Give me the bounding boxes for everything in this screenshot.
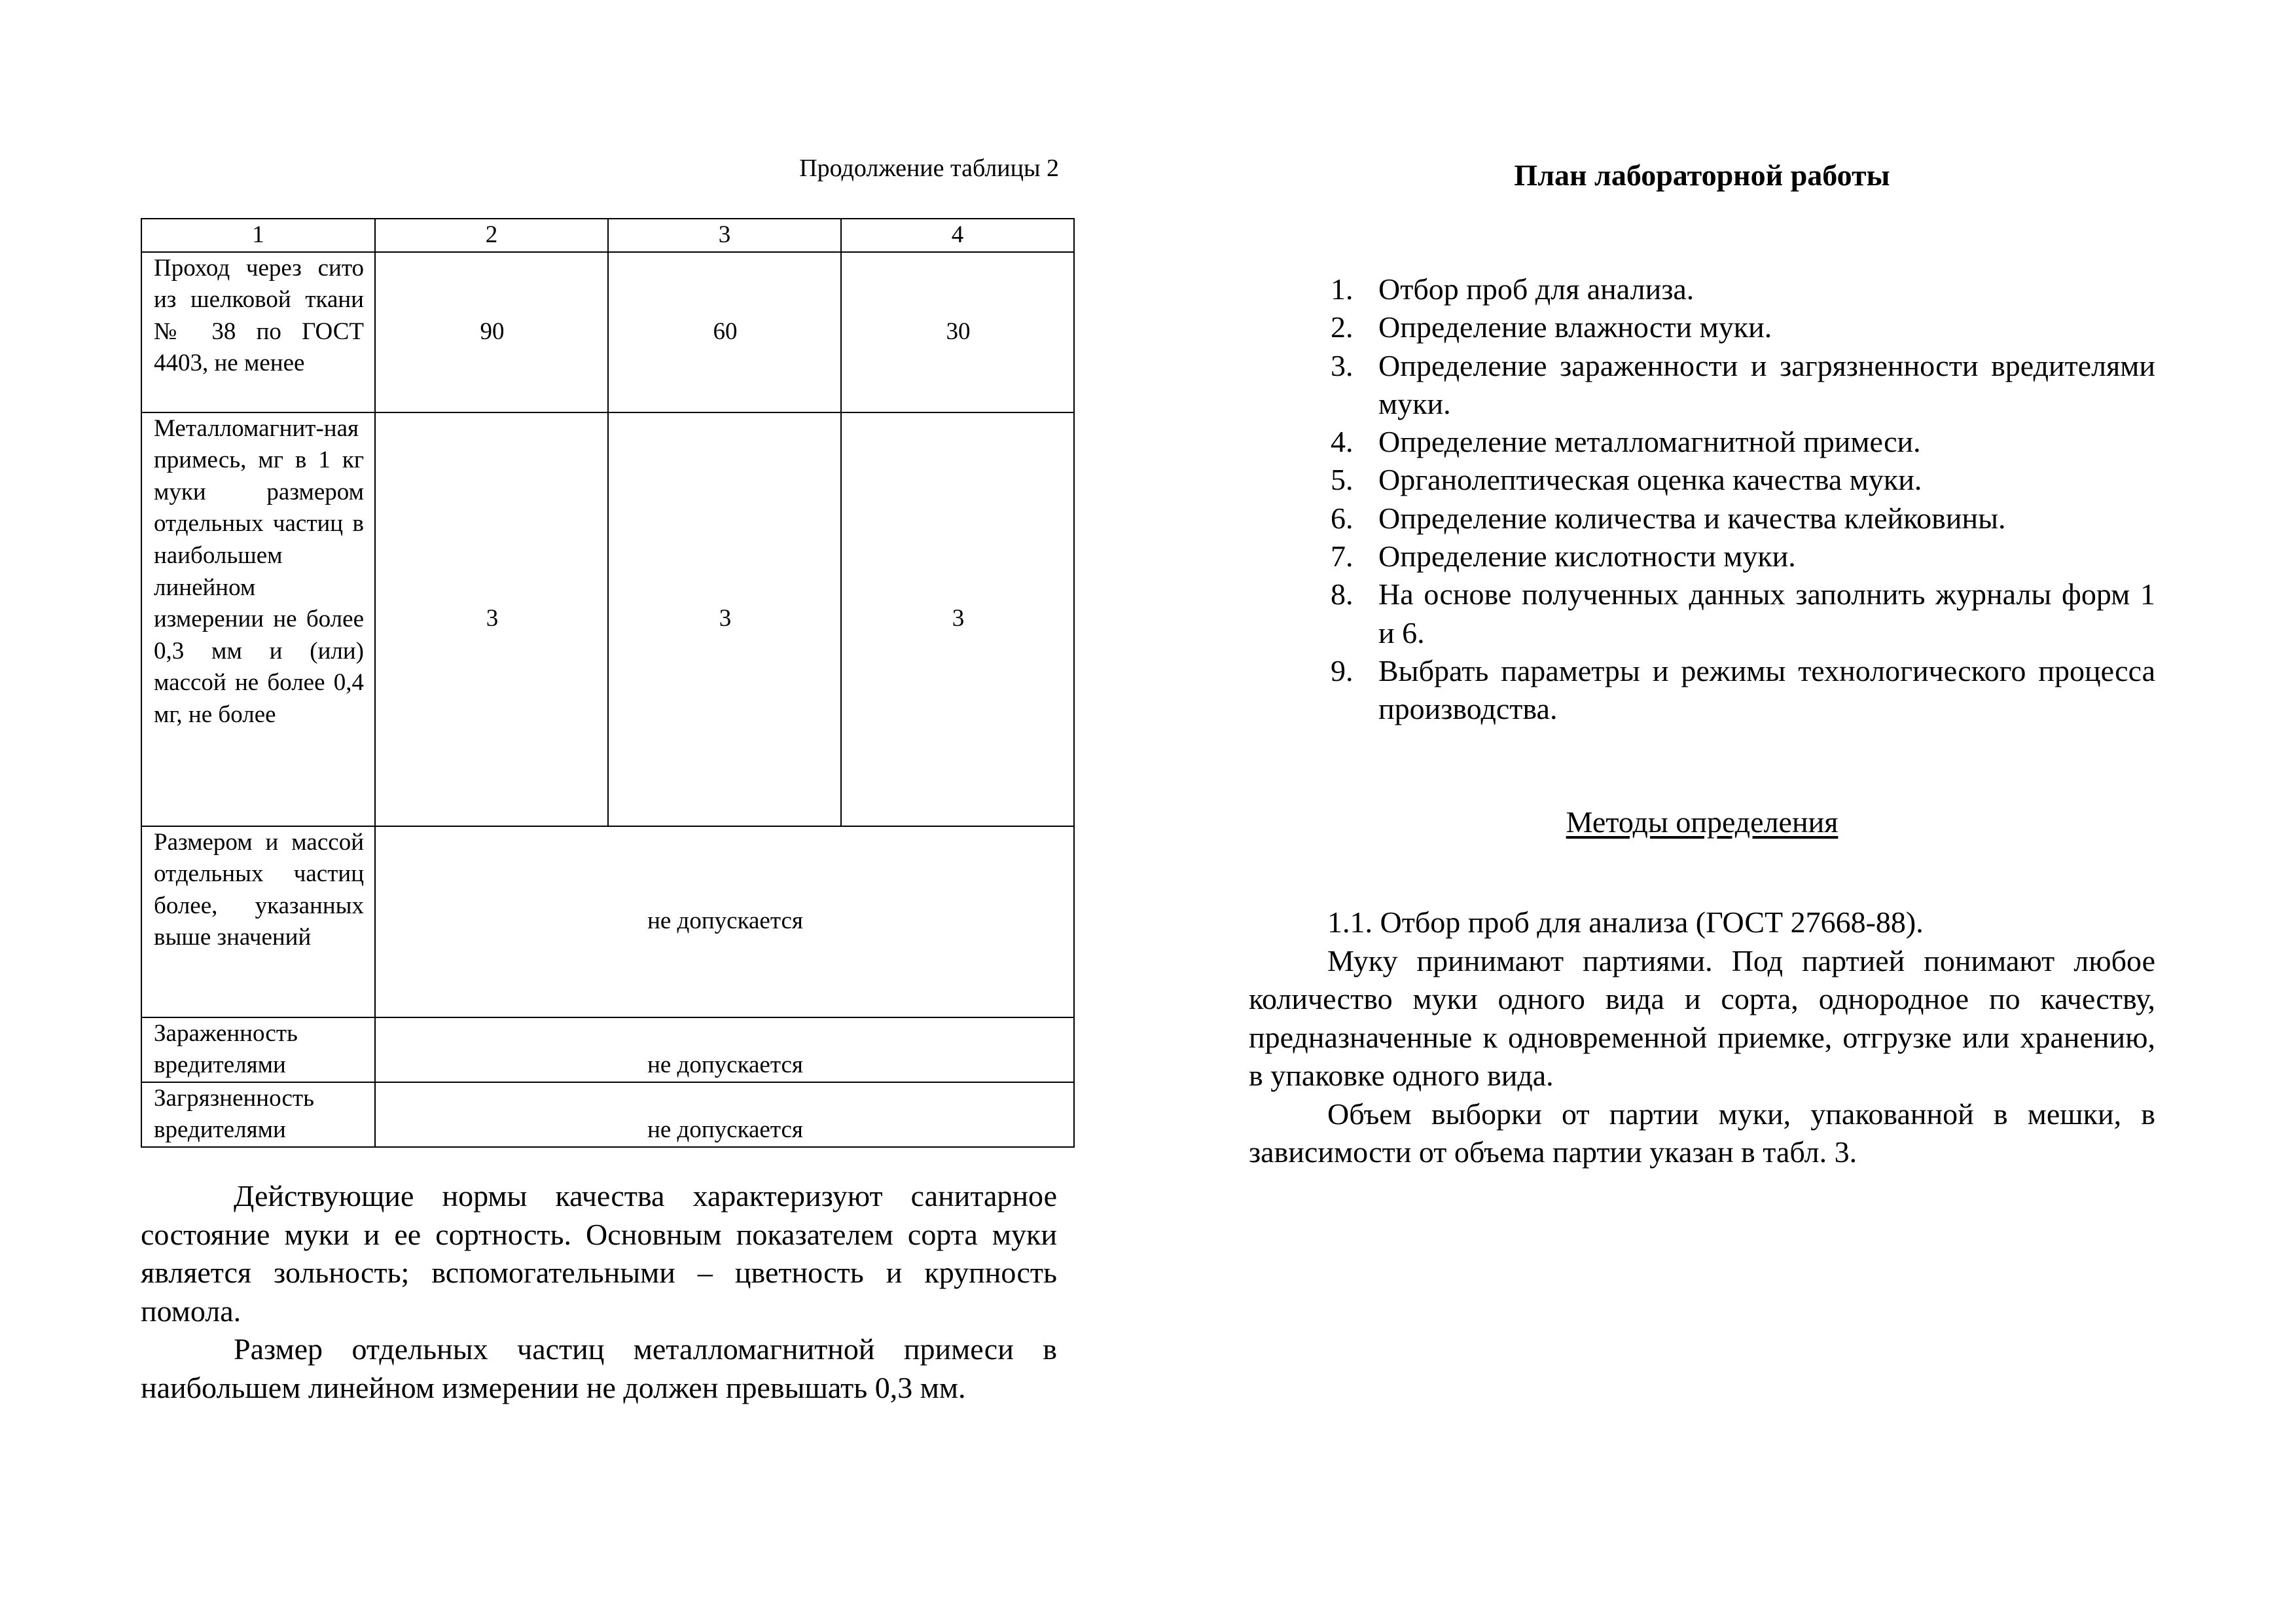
list-item-number: 1. (1331, 272, 1354, 306)
table-header-cell: 1 (141, 219, 375, 252)
list-item-number: 5. (1331, 463, 1354, 497)
list-item-number: 3. (1331, 348, 1354, 382)
quality-norms-table (141, 218, 1075, 1148)
table-param-cell: Размером и массой отдельных частиц более, указанных выше значений (141, 826, 375, 1017)
table-caption: Продолжение таблицы 2 (799, 155, 1059, 182)
table-param-cell: Проход через сито из шелковой ткани № 38 по ГОСТ 4403, не менее (141, 252, 375, 412)
plan-list (1249, 270, 2155, 729)
plan-title: План лабораторной работы (1514, 158, 1890, 192)
table-param-cell: Зараженность вредителями (141, 1017, 375, 1082)
list-item-text: Отбор проб для анализа. (1378, 272, 1695, 306)
table-merged-value-cell: не допускается (375, 826, 1074, 1017)
table-row (141, 252, 1074, 412)
list-item-number: 2. (1331, 310, 1354, 344)
table-merged-value-cell: не допускается (375, 1082, 1074, 1147)
table-merged-value-cell: не допускается (375, 1017, 1074, 1082)
list-item-text: Определение кислотности муки. (1378, 539, 1796, 574)
table-header-cell: 4 (841, 219, 1074, 252)
table-header-row (141, 219, 1074, 252)
methods-text (1249, 903, 2155, 1172)
list-item-number: 8. (1331, 577, 1354, 611)
table-header-cell: 3 (608, 219, 841, 252)
list-item (1249, 423, 2155, 461)
table-value-cell: 3 (375, 412, 608, 826)
list-item (1249, 308, 2155, 346)
list-item-number: 4. (1331, 425, 1354, 459)
list-item-text: Определение количества и качества клейковины. (1378, 501, 2006, 535)
table-row (141, 1017, 1074, 1082)
table-value-cell: 90 (375, 252, 608, 412)
table-param-cell: Металломагнит-ная примесь, мг в 1 кг муки размером отдельных частиц в наибольшем линейном измерении не более 0,3 мм и (или) массой не более 0,4 мг, не более (141, 412, 375, 826)
right-page (1249, 0, 2155, 1623)
list-item-number: 6. (1331, 501, 1354, 535)
table-value-cell: 3 (608, 412, 841, 826)
list-item (1249, 575, 2155, 652)
list-item-text: На основе полученных данных заполнить журналы форм 1 и 6. (1378, 577, 2155, 649)
table-param-cell: Загрязненность вредителями (141, 1082, 375, 1147)
table-row (141, 826, 1074, 1017)
list-item-text: Определение влажности муки. (1378, 310, 1772, 344)
table-value-cell: 3 (841, 412, 1074, 826)
table-value-cell: 60 (608, 252, 841, 412)
paragraph: Объем выборки от партии муки, упакованной в мешки, в зависимости от объема партии указан в табл. 3. (1249, 1097, 2155, 1169)
table-row (141, 412, 1074, 826)
list-item-number: 9. (1331, 653, 1354, 687)
list-item-number: 7. (1331, 539, 1354, 574)
table-row (141, 1082, 1074, 1147)
list-item-text: Органолептическая оценка качества муки. (1378, 463, 1922, 497)
table-value-cell: 30 (841, 252, 1074, 412)
list-item-text: Определение зараженности и загрязненности вредителями муки. (1378, 348, 2155, 420)
list-item (1249, 500, 2155, 538)
left-body-text (141, 1177, 1057, 1407)
paragraph: Размер отдельных частиц металломагнитной примеси в наибольшем линейном измерении не должен превышать 0,3 мм. (141, 1332, 1057, 1404)
list-item-text: Определение металломагнитной примеси. (1378, 425, 1921, 459)
list-item-text: Выбрать параметры и режимы технологического процесса производства. (1378, 653, 2155, 726)
paragraph: 1.1. Отбор проб для анализа (ГОСТ 27668-88). (1327, 905, 1924, 939)
methods-title: Методы определения (1566, 805, 1839, 839)
list-item (1249, 270, 2155, 308)
list-item (1249, 347, 2155, 424)
list-item (1249, 652, 2155, 729)
table-header-cell: 2 (375, 219, 608, 252)
paragraph: Действующие нормы качества характеризуют санитарное состояние муки и ее сортность. Основным показателем сорта муки является зольность; вспомогательными – цветность и крупность помола. (141, 1179, 1057, 1328)
list-item (1249, 538, 2155, 575)
left-page (141, 0, 1073, 1623)
paragraph: Муку принимают партиями. Под партией понимают любое количество муки одного вида и сорта, однородное по качеству, предназначенные к одновременной приемке, отгрузке или хранению, в упаковке одного вида. (1249, 943, 2155, 1092)
list-item (1249, 461, 2155, 499)
